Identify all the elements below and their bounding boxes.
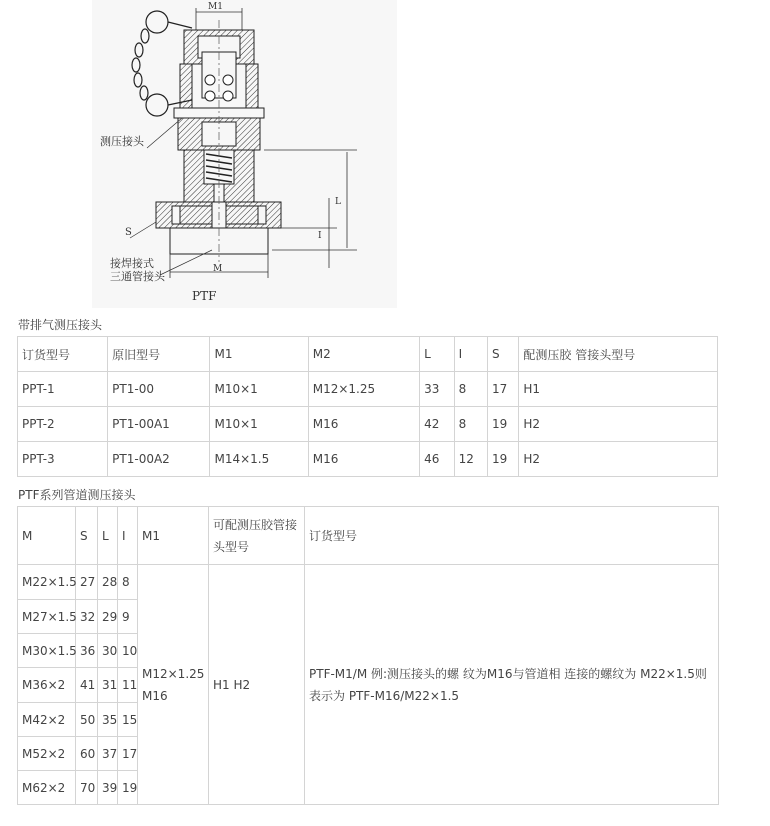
cell: PT1-00	[108, 372, 210, 407]
cell: 70	[76, 771, 98, 805]
header-cell: L	[420, 337, 454, 372]
cell: 8	[454, 372, 487, 407]
technical-drawing	[92, 0, 397, 308]
cell: 8	[454, 407, 487, 442]
l-label: L	[335, 197, 341, 207]
cell: 15	[118, 703, 138, 737]
cell: M10×1	[210, 372, 308, 407]
cell: M22×1.5	[18, 565, 76, 600]
cell: 27	[76, 565, 98, 600]
table2-title: PTF系列管道测压接头	[18, 488, 136, 502]
header-cell: I	[118, 507, 138, 565]
cell: PPT-2	[18, 407, 108, 442]
label-stgjt: 三通管接头	[110, 270, 165, 283]
cell: PPT-1	[18, 372, 108, 407]
cell: M62×2	[18, 771, 76, 805]
drawing-caption: PTF	[192, 289, 217, 303]
cell: 33	[420, 372, 454, 407]
header-cell: 原旧型号	[108, 337, 210, 372]
cell: 19	[488, 407, 519, 442]
header-cell: S	[488, 337, 519, 372]
cell: M12×1.25	[308, 372, 419, 407]
cell: 19	[488, 442, 519, 477]
label-s: S	[125, 227, 132, 238]
merged-m1-cell: M12×1.25 M16	[138, 565, 209, 805]
cell: H1	[519, 372, 718, 407]
cell: 17	[488, 372, 519, 407]
cell: 31	[98, 668, 118, 703]
cell: H2	[519, 407, 718, 442]
header-cell: S	[76, 507, 98, 565]
table1-title: 带排气测压接头	[18, 318, 103, 332]
header-cell: M2	[308, 337, 419, 372]
cell: PPT-3	[18, 442, 108, 477]
cell: M36×2	[18, 668, 76, 703]
cell: 19	[118, 771, 138, 805]
ptf-fitting-drawing	[92, 0, 397, 308]
cell: 11	[118, 668, 138, 703]
cell: 9	[118, 600, 138, 634]
label-cyjt: 测压接头	[100, 135, 144, 148]
cell: 17	[118, 737, 138, 771]
merged-order-cell: PTF-M1/M 例:测压接头的螺 纹为M16与管道相 连接的螺纹为 M22×1.5则 表示为 PTF-M16/M22×1.5	[305, 565, 719, 805]
cell: M14×1.5	[210, 442, 308, 477]
header-cell: 订货型号	[18, 337, 108, 372]
cell: 37	[98, 737, 118, 771]
cell: 28	[98, 565, 118, 600]
cell: 12	[454, 442, 487, 477]
cell: M30×1.5	[18, 634, 76, 668]
cell: PT1-00A1	[108, 407, 210, 442]
cell: M16	[308, 442, 419, 477]
header-cell: L	[98, 507, 118, 565]
i-label: I	[318, 231, 322, 241]
cell: 42	[420, 407, 454, 442]
m1-label: M1	[208, 2, 223, 12]
cell: PT1-00A2	[108, 442, 210, 477]
cell: 39	[98, 771, 118, 805]
cell: M27×1.5	[18, 600, 76, 634]
cell: 8	[118, 565, 138, 600]
table-ppt	[17, 336, 718, 477]
header-cell: 配测压胶 管接头型号	[519, 337, 718, 372]
header-cell: 可配测压胶管接 头型号	[209, 507, 305, 565]
header-cell: M1	[210, 337, 308, 372]
cell: 29	[98, 600, 118, 634]
cell: 50	[76, 703, 98, 737]
cell: M10×1	[210, 407, 308, 442]
merged-hose-cell: H1 H2	[209, 565, 305, 805]
cell: 32	[76, 600, 98, 634]
table-row	[18, 407, 718, 442]
table-row	[18, 442, 718, 477]
label-hjjs: 接焊接式	[110, 257, 154, 270]
table-ptf	[17, 506, 719, 805]
cell: M52×2	[18, 737, 76, 771]
table-header-row	[18, 337, 718, 372]
header-cell: M	[18, 507, 76, 565]
cell: M16	[308, 407, 419, 442]
table-header-row	[18, 507, 719, 565]
header-cell: I	[454, 337, 487, 372]
cell: 10	[118, 634, 138, 668]
cell: 35	[98, 703, 118, 737]
header-cell: M1	[138, 507, 209, 565]
table-row	[18, 565, 719, 600]
cell: 36	[76, 634, 98, 668]
cell: 30	[98, 634, 118, 668]
cell: 41	[76, 668, 98, 703]
cell: 60	[76, 737, 98, 771]
cell: 46	[420, 442, 454, 477]
cell: M42×2	[18, 703, 76, 737]
table-row	[18, 372, 718, 407]
m-label: M	[213, 264, 223, 274]
header-cell: 订货型号	[305, 507, 719, 565]
cell: H2	[519, 442, 718, 477]
